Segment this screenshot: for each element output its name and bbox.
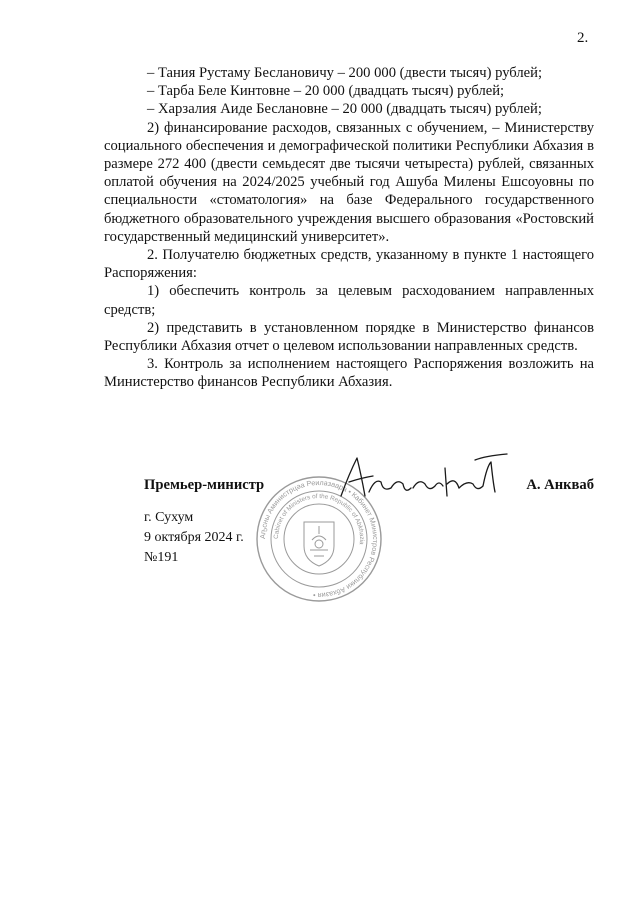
- signatory-title: Премьер-министр: [144, 477, 265, 493]
- seal-inner-textpath: Cabinet of Ministers of the Republic of Abkhazia: [272, 492, 366, 545]
- paragraph-financing: 2) финансирование расходов, связанных с обучением, – Министерству социального обеспечения и демографической политики Республики Абхазия в размере 272 400 (двести семьдесят две тысячи четыреста) рублей, связанных оплатой обучения на 2024/2025 учебный год Ашуба Милены Ешсоуовны по специальности «стоматология» на базе Федерального государственного бюджетного образовательного учреждения высшего образования «Ростовский государственный медицинский университет».: [104, 119, 594, 245]
- paragraph-clause-3: 3. Контроль за исполнением настоящего Распоряжения возложить на Министерство финансов Республики Абхазия.: [104, 356, 594, 391]
- document-number: №191: [144, 550, 179, 565]
- list-item-recipient-3: – Харзалия Аиде Беслановне – 20 000 (двадцать тысяч) рублей;: [147, 101, 542, 118]
- list-item-recipient-2: – Тарба Беле Кинтовне – 20 000 (двадцать тысяч) рублей;: [147, 83, 505, 100]
- paragraph-clause-2: 2. Получателю бюджетных средств, указанному в пункте 1 настоящего Распоряжения:: [104, 247, 594, 282]
- signatory-name: А. Анкваб: [526, 477, 594, 493]
- document-date: 9 октября 2024 г.: [144, 530, 244, 545]
- page-number: 2.: [577, 30, 589, 46]
- seal-outer-textpath: Аҧсны Аминистрцәа Реилазаара • Кабинет Министров Республики Абхазия •: [257, 477, 381, 601]
- paragraph-control: 1) обеспечить контроль за целевым расходованием направленных средств;: [104, 283, 594, 318]
- document-place: г. Сухум: [144, 510, 194, 525]
- document-body: [104, 64, 594, 392]
- paragraph-report: 2) представить в установленном порядке в Министерство финансов Республики Абхазия отчет о целевом использовании направленных средств.: [104, 319, 594, 355]
- list-item-recipient-1: – Тания Рустаму Беслановичу – 200 000 (двести тысяч) рублей;: [147, 65, 542, 81]
- coat-of-arms-icon: [304, 522, 334, 566]
- signature-block: [104, 477, 594, 497]
